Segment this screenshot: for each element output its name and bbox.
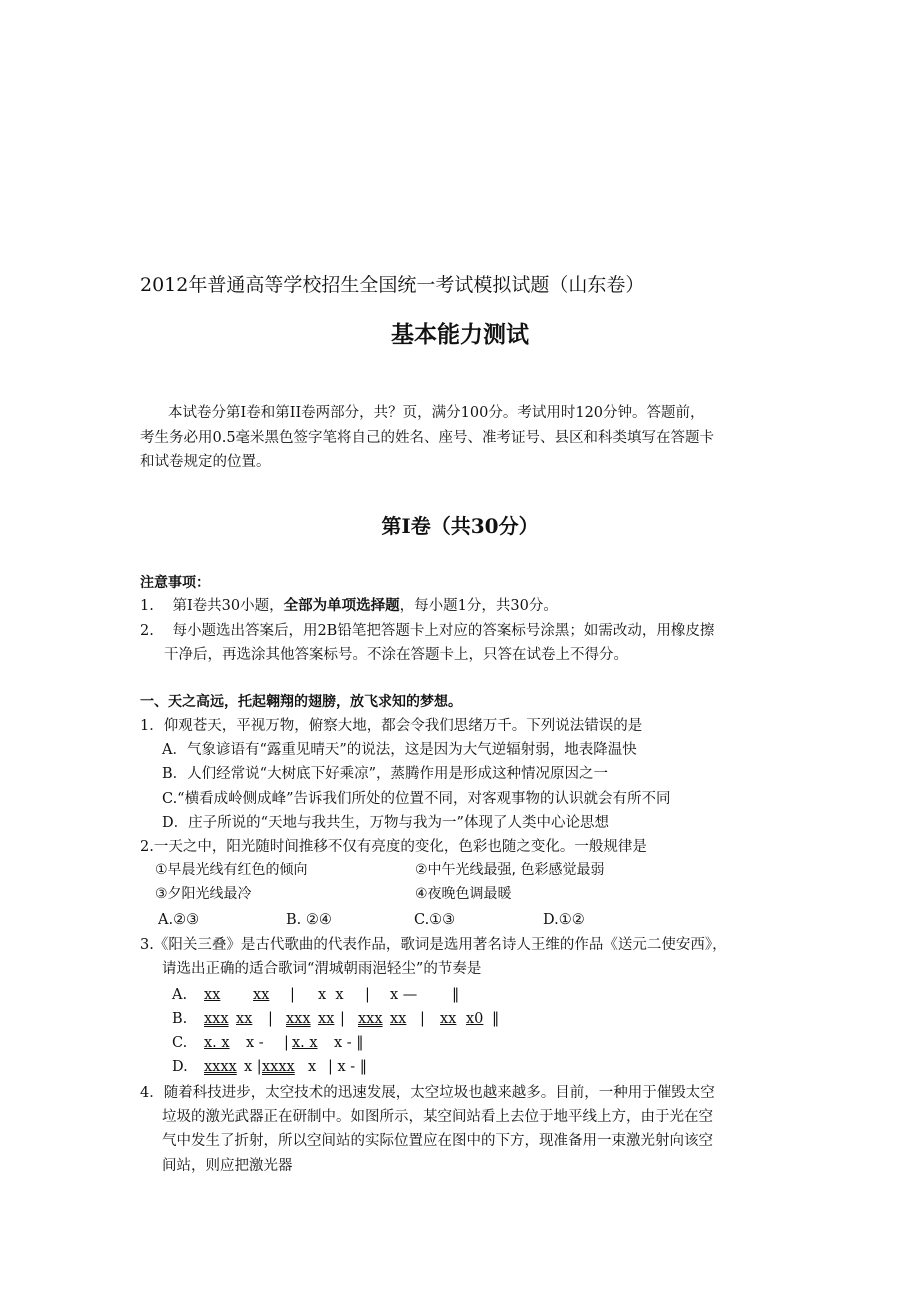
q2-statement-4: ④夜晚色调最暖 (415, 886, 512, 902)
q3-option-c-label: C. (172, 1035, 188, 1051)
notes-item-1-text-c: ，每小题1分，共30分。 (399, 598, 558, 614)
q3-c-beat-2: x - (246, 1035, 264, 1051)
q3-option-b-label: B. (172, 1011, 188, 1027)
q2-option-a: A.②③ (158, 912, 200, 928)
q3-d-beat-3: xxxx (262, 1059, 295, 1075)
q3-b-bar-2: | (340, 1011, 345, 1027)
q3-a-beat-3: x x (318, 987, 344, 1003)
q3-b-beat-4: xx (318, 1011, 335, 1027)
q2-option-d: D.①② (543, 912, 585, 928)
q2-stem: 2.一天之中，阳光随时间推移不仅有亮度的变化，色彩也随之变化。一般规律是 (140, 839, 647, 855)
q3-c-beat-1: x. x (204, 1035, 230, 1051)
q3-b-beat-2: xx (236, 1011, 253, 1027)
q3-b-beat-1: xxx (204, 1011, 229, 1027)
q3-b-beat-3: xxx (286, 1011, 311, 1027)
q3-a-beat-1: xx (204, 987, 221, 1003)
q3-a-beat-2: xx (253, 987, 270, 1003)
q3-d-beat-5: | x - ‖ (328, 1059, 368, 1075)
q3-a-beat-4: x — (390, 987, 418, 1003)
q1-option-c: C.“横看成岭侧成峰”告诉我们所处的位置不同，对客观事物的认识就会有所不同 (162, 791, 671, 807)
q3-stem-line-2: 请选出正确的适合歌词“渭城朝雨浥轻尘”的节奏是 (162, 961, 482, 977)
q3-b-end-bar: ‖ (492, 1011, 500, 1027)
q4-line-3: 气中发生了折射，所以空间站的实际位置应在图中的下方，现准备用一束激光射向该空 (162, 1133, 713, 1149)
q3-option-a-label: A. (172, 987, 188, 1003)
notes-item-1-number: 1. (140, 598, 154, 614)
notes-item-2 (140, 621, 714, 641)
q3-c-bar-1: | (284, 1035, 289, 1051)
exam-subtitle: 基本能力测试 (391, 321, 529, 348)
q1-option-a: A．气象谚语有“露重见晴天”的说法，这是因为大气逆辐射弱，地表降温快 (162, 742, 637, 758)
q1-option-d: D．庄子所说的“天地与我共生，万物与我为一”体现了人类中心论思想 (162, 815, 609, 831)
q2-statement-3: ③夕阳光线最冷 (155, 886, 252, 902)
q3-c-beat-4: x - ‖ (334, 1035, 364, 1051)
q4-line-4: 间站，则应把激光器 (162, 1158, 293, 1174)
q1-stem: 1．仰观苍天，平视万物，俯察大地，都会令我们思绪万千。下列说法错误的是 (140, 718, 643, 734)
q3-d-beat-1: xxxx (204, 1059, 237, 1075)
notes-heading: 注意事项： (140, 575, 210, 591)
intro-line-1: 本试卷分第Ⅰ卷和第II卷两部分，共？页，满分100分。考试用时120分钟。答题前， (168, 405, 705, 421)
intro-line-2: 考生务必用0.5毫米黑色签字笔将自己的姓名、座号、准考证号、县区和科类填写在答题卡 (140, 430, 715, 446)
q2-statement-2: ②中午光线最强, 色彩感觉最弱 (415, 862, 605, 878)
notes-item-2-number: 2. (140, 623, 154, 639)
q3-a-bar-2: | (365, 987, 370, 1003)
notes-item-1-text-bold: 全部为单项选择题 (283, 597, 400, 614)
q3-b-beat-7: xx (440, 1011, 457, 1027)
exam-title: 2012年普通高等学校招生全国统一考试模拟试题（山东卷） (140, 274, 645, 296)
q3-c-beat-3: x. x (292, 1035, 318, 1051)
notes-item-1-text-a: 第Ⅰ卷共30小题， (172, 598, 284, 614)
notes-item-2-line-1: 每小题选出答案后，用2B铅笔把答题卡上对应的答案标号涂黑；如需改动，用橡皮擦 (172, 623, 715, 639)
q3-stem-line-1: 3.《阳关三叠》是古代歌曲的代表作品，歌词是选用著名诗人王维的作品《送元二使安西》， (140, 937, 727, 953)
section-1-heading: 第Ⅰ卷（共30分） (381, 514, 539, 538)
q3-option-d-label: D. (172, 1059, 188, 1075)
q3-d-beat-2: x | (244, 1059, 262, 1075)
q2-option-b: B. ②④ (286, 912, 332, 928)
intro-line-3: 和试卷规定的位置。 (140, 454, 271, 470)
q3-d-beat-4: x (308, 1059, 317, 1075)
q2-option-c: C.①③ (414, 912, 456, 928)
q3-a-end-bar: ‖ (452, 987, 460, 1003)
q3-b-beat-5: xxx (358, 1011, 383, 1027)
q3-b-bar-3: | (420, 1011, 425, 1027)
notes-item-2-line-2: 干净后，再选涂其他答案标号。不涂在答题卡上，只答在试卷上不得分。 (164, 647, 628, 663)
notes-item-1 (140, 596, 558, 616)
q3-b-beat-8: x0 (466, 1011, 484, 1027)
part-1-heading: 一、天之高远，托起翱翔的翅膀，放飞求知的梦想。 (140, 694, 462, 710)
q3-a-bar-1: | (290, 987, 295, 1003)
q2-statement-1: ①早晨光线有红色的倾向 (155, 862, 308, 878)
q3-b-bar-1: | (268, 1011, 273, 1027)
q1-option-b: B．人们经常说“大树底下好乘凉”，蒸腾作用是形成这种情况原因之一 (162, 766, 608, 782)
q4-line-2: 垃圾的激光武器正在研制中。如图所示，某空间站看上去位于地平线上方，由于光在空 (162, 1109, 713, 1125)
q4-line-1: 4．随着科技进步，太空技术的迅速发展，太空垃圾也越来越多。目前，一种用于催毁太空 (140, 1085, 715, 1101)
q3-b-beat-6: xx (390, 1011, 407, 1027)
